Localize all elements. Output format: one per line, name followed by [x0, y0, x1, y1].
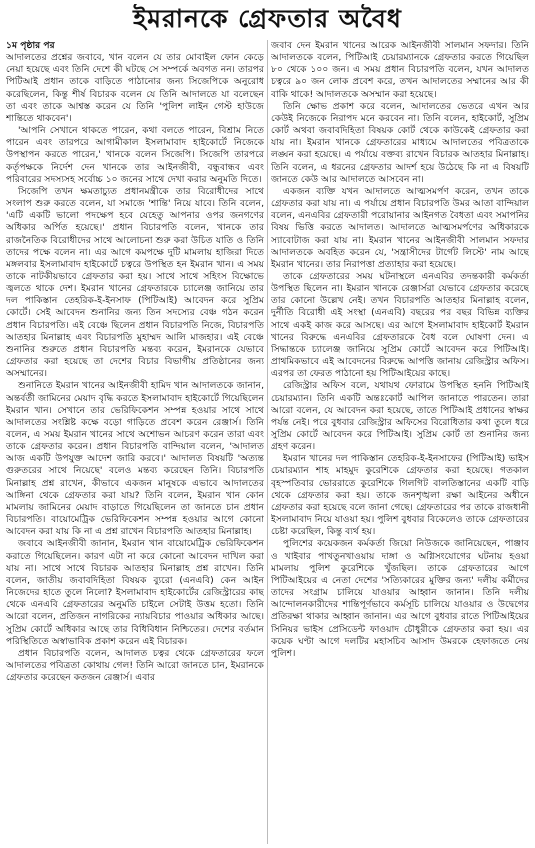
article-body [6, 40, 529, 844]
article-column-2 [271, 40, 529, 844]
paragraph: ইমরান খানের দল পাকিস্তান তেহরিক-ই-ইনসাফের (পিটিআই) ভাইস চেয়ারম্যান শাহ মাহমুদ কুরেশিকে গ্রেফতার করা হয়েছে। গতকাল বৃহস্পতিবার ভোররাতে কুরেশিকে গিলগিট বালতিস্তানের একটি বাড়ি থেকে গ্রেফতার করা হয়। তাকে জনশৃঙ্খলা রক্ষা আইনের অধীনে গ্রেফতার করা হয়েছে বলে জানা গেছে। গ্রেফতারের পর তাকে রাজধানী ইসলামাবাদ নিয়ে যাওয়া হয়। পুলিশ বুধবার বিকেলেও তাকে গ্রেফতারের চেষ্টা করেছিল, কিন্তু ব্যর্থ হয়। [271, 453, 529, 538]
article-lead-paragraph [6, 40, 264, 125]
paragraph: জবাবে আইনজীবী জানান, ইমরান খান বায়োমেট্রিক ভেরিফিকেশন করাতে গিয়েছিলেন। কারণ এটা না করে কোনো আবেদন দাখিল করা যায় না। সাথে সাথে বিচারক আতহার মিনাল্লাহ প্রশ্ন রাখেন। তিনি বলেন, জাতীয় জবাবদিহিতা বিষয়ক ব্যুরো (এনএবি) কেন আইন নিজেদের হাতে তুলে নিলো? ইসলামাবাদ হাইকোর্টের রেজিস্ট্রারের কাছ থেকে এনএবি গ্রেফতারের অনুমতি চাইলে সেটাই উত্তম হতো। তিনি আরো বলেন, প্রতিজন নাগরিকের ন্যায়বিচার পাওয়ার অধিকার আছে। সুপ্রিম কোর্টে অধিকার আছে তার বিধিবিধান নিশ্চিতের। দেশের বর্তমান পরিস্থিতিতে অস্বাভাবিক প্রকাশ করেন এই বিচারক। [6, 538, 264, 647]
paragraph: জবাব দেন ইমরান খানের আরেক আইনজীবী সালমান সফদার। তিনি আদালতকে বলেন, পিটিআই চেয়ারম্যানকে গ্রেফতার করতে গিয়েছিল ৮০ থেকে ১০০ জন। এ সময় প্রধান বিচারপতি বলেন, যখন আদালত চত্বরে ৯০ জন লোক প্রবেশ করে, তখন আদালতের সম্মানের আর কী বাকি থাকে! আদালতকে অসম্মান করা হয়েছে। [271, 40, 529, 100]
paragraph: রেজিস্ট্রার অফিস বলে, যথাযথ ফোরামে উপস্থিত হননি পিটিআই চেয়ারম্যান। তিনি একটি অন্তঃকোর্ট আপিল জানাতে পারতেন। তারা আরো বলেন, যে আবেদন করা হয়েছে, তাতে পিটিআই প্রধানের স্বাক্ষর পর্যন্ত নেই। পরে বুধবার রেজিস্ট্রার অফিসের বিরোধিতার কথা তুলে ধরে সুপ্রিম কোর্টে আবেদন করে পিটিআই। সুপ্রিম কোর্ট তা শুনানির জন্য গ্রহণ করেন। [271, 380, 529, 453]
column-divider [267, 40, 268, 844]
paragraph: সিজেপি তখন ক্ষমতাচ্যুত প্রধানমন্ত্রীকে তার বিরোধীদের সাথে সংলাপ শুরু করতে বলেন, যা সমাজে 'শান্তি' নিয়ে যাবে। তিনি বলেন, 'এটি একটি ভালো পদক্ষেপ হবে যেহেতু আপনার ওপর জনগণের অধিকার অর্পিত হয়েছে।' প্রধান বিচারপতি বলেন, খানকে তার রাজনৈতিক বিরোধীদের সাথে আলোচনা শুরু করা উচিত যাতি ও তিনি তাদের পক্ষে বলেন না। এর আগে কমপক্ষে দুটি মামলায় হাজিরা দিতে মঙ্গলবার ইসলামাবাদ হাইকোর্টে চত্বরে উপস্থিত হন ইমরান খান। এ সময় তাকে নাটকীয়ভাবে গ্রেফতার করা হয়। সাথে সাথে সহিংস বিক্ষোভে জ্বলতে থাকে দেশ। ইমরান খানের গ্রেফতারকে চ্যালেঞ্জ জানিয়ে তার দল পাকিস্তান তেহরিক-ই-ইনসাফ (পিটিআই) আবেদন করে সুপ্রিম কোর্টে। সেই আবেদন শুনানির জন্য তিন সদস্যের বেঞ্চ গঠন করেন প্রধান বিচারপতি। এই বেঞ্চে ছিলেন প্রধান বিচারপতি নিজে, বিচারপতি আতহার মিনাল্লাহ এবং বিচারপতি মুহাম্মদ আলি মাজহার। এই বেঞ্চে শুনানির শুরুতে প্রধান বিচারপতি মন্তব্য করেন, ইমরানকে যেভাবে গ্রেফতার করা হয়েছে তা দেশের বিচার বিভাগীয় প্রতিষ্ঠানের জন্য অসম্মানের। [6, 185, 264, 380]
article-headline: ইমরানকে গ্রেফতার অবৈধ [133, 4, 402, 33]
lead-text: আদালতের প্রশ্নের জবাবে, খান বলেন যে তার মোবাইল ফোন কেড়ে নেয়া হয়েছে এবং তিনি দেশে কী ঘটছে সে সম্পর্কে অবগত নন। তারপর পিটিআই প্রধান তাকে বাড়িতে পাঠানোর জন্য সিজেপিকে অনুরোধ করেছিলেন, কিন্তু শীর্ষ বিচারক বলেন যে তিনি আদালতে যা বলেছেন তা এবং তাকে আশ্বস্ত করেন যে তিনি 'পুলিশ লাইন গেস্ট হাউজে শান্তিতে থাকবেন'। [6, 52, 264, 124]
paragraph: শুনানিতে ইমরান খানের আইনজীবী হামিদ খান আদালতকে জানান, অন্তর্বর্তী জামিনের মেয়াদ বৃদ্ধি করতে ইসলামাবাদ হাইকোর্টে গিয়েছিলেন ইমরান খান। সেখানে তার ভেরিফিকেশন সম্পন্ন হওয়ার সাথে সাথে আদালতের সংশ্লিষ্ট কক্ষে বড়ো গাড়িতে প্রবেশ করেন রেঞ্জার্স। তিনি বলেন, এ সময় ইমরান খানের সাথে অশোভন আচরণ করেন তারা এবং তাকে গ্রেফতার করেন। প্রধান বিচারপতি বান্দিয়াল বলেন, 'আদালত আজ একটি উপযুক্ত আদেশ জারি করবে।' আদালত বিষয়টি 'অত্যন্ত গুরুতরের সাথে নিয়েছে' বলেও মন্তব্য করেছেন তিনি। বিচারপতি মিনাল্লাহ প্রশ্ন রাখেন, কীভাবে একজন মানুষকে এভাবে আদালতের আঙ্গিনা থেকে গ্রেফতার করা যায়? তিনি বলেন, ইমরান খান কোন মামলায় জামিনের মেয়াদ বাড়াতে গিয়েছিলেন তা জানতে চান প্রধান বিচারপতি। বায়োমেট্রিক ভেরিফিকেশন সম্পন্ন হওয়ার আগে কোনো আবেদন করা যায় কি না এ প্রশ্ন রাখেন বিচারপতি আতহার মিনাল্লাহ। [6, 380, 264, 538]
continued-label: ১ম পৃষ্ঠার পর [6, 40, 55, 51]
paragraph: প্রধান বিচারপতি বলেন, আদালত চত্বর থেকে গ্রেফতারের ফলে আদালতের পবিত্রতা কোথায় গেল! তিনি আরো জানতে চান, ইমরানকে গ্রেফতার করেছেন কতজন রেঞ্জার্স। এবার [6, 647, 264, 684]
paragraph: পুলিশের কয়েকজন কর্মকর্তা জিয়ো নিউজকে জানিয়েছেন, পাঞ্জাব ও খাইবার পাখতুনখাওয়ায় দাঙ্গা ও অগ্নিসংযোগের ঘটনায় হওয়া মামলায় পুলিশ কুরেশিকে খুঁজছিল। তাকে গ্রেফতারের আগে পিটিআইয়ের এ নেতা দেশের 'সত্যিকারের মুক্তির জন্য' দলীয় কর্মীদের তাদের সংগ্রাম চালিয়ে যাওয়ার আহ্বান জানান। তিনি দলীয় আন্দোলনকারীদের শান্তিপূর্ণভাবে কর্মসূচি চালিয়ে যাওয়ার ও উদ্বেগের প্রতিরক্ষা থাকার আহ্বান জানান। এর আগে বুধবার রাতে পিটিআইয়ের সিনিয়র ভাইস প্রেসিডেন্ট ফাওয়াদ চৌধুরীকে গ্রেফতার করা হয়। এর কয়েক ঘণ্টা আগে দলটির মহাসচিব আসাদ উমরকে হেফাজতে নেয় পুলিশ। [271, 538, 529, 659]
paragraph: তাকে গ্রেফতারের সময় ঘটনাস্থলে এনএবির তদন্তকারী কর্মকর্তা উপস্থিত ছিলেন না। ইমরান খানকে রেঞ্জার্সরা যেভাবে গ্রেফতার করেছে তার কোনো উল্লেখ নেই। তখন বিচারপতি আতহার মিনাল্লাহ বলেন, দুর্নীতি বিরোধী এই সংস্থা (এনএবি) বছরের পর বছর বিভিন্ন ব্যক্তির সাথে একই কাজ করে আসছে। এর আগে ইসলামাবাদ হাইকোর্ট ইমরান খানের বিরুদ্ধে এনএবির গ্রেফতারকে বৈধ বলে ঘোষণা দেন। এ সিদ্ধান্তকে চ্যালেঞ্জ জানিয়ে সুপ্রিম কোর্টে আবেদন করে পিটিআই। প্রাথমিকভাবে এই আবেদনের বিরুদ্ধে আপত্তি জানায় রেজিস্ট্রার অফিস। এরপর তা ফেরত পাঠানো হয় পিটিআইয়ের কাছে। [271, 270, 529, 380]
paragraph: একজন ব্যক্তি যখন আদালতে আত্মসমর্পণ করেন, তখন তাকে গ্রেফতার করা যায় না। এ পর্যায়ে প্রধান বিচারপতি উমর আতা বান্দিয়াল বলেন, এনএবির গ্রেফতারী পরোয়ানার আইনগত বৈধতা এবং সমাপনির বিষয় ভিত্তি করতে আদালত। আদালতে আত্মসমর্পণের অধিকারকে স্যাবোটাজ করা যায় না। ইমরান খানের আইনজীবী সালমান সফদার আদালতকে অবহিত করেন যে, 'সন্ত্রাসীদের টার্গেট লিস্টে' নাম আছে ইমরান খানের। তার নিরাপত্তা প্রত্যাহার করা হয়েছে। [271, 185, 529, 270]
paragraph: 'আপনি সেখানে থাকতে পারেন, কথা বলতে পারেন, বিশ্রাম নিতে পারেন এবং তারপরে আগামীকাল ইসলামাবাদ হাইকোর্টে নিজেকে উপস্থাপন করতে পারেন,' খানকে বলেন সিজেপি। সিজেপি তারপরে কর্তৃপক্ষকে নির্দেশ দেন খানকে তার আইনজীবী, বন্ধুবান্ধব এবং পরিবারের সদস্যসহ সর্বোচ্চ ১০ জনের সাথে দেখা করার অনুমতি দিতে। [6, 125, 264, 185]
paragraph: তিনি ক্ষোভ প্রকাশ করে বলেন, আদালতের ভেতরে এখন আর কেউই নিজেকে নিরাপদ মনে করবেন না। তিনি বলেন, হাইকোর্ট, সুপ্রিম কোর্ট অথবা জবাবদিহিতা বিষয়ক কোর্ট থেকে কাউকেই গ্রেফতার করা যায় না। ইমরান খানকে গ্রেফতারের মাধ্যমে আদালতের পবিত্রতাকে লঙ্ঘন করা হয়েছে। এ পর্যায়ে বক্তব্য রাখেন বিচারক আতহার মিনাল্লাহ। তিনি বলেন, এ ধরনের গ্রেফতার আদর্শ হয়ে উঠেছে কি না এ বিষয়টি জানতে কেউ আর আদালতে আসবেন না। [271, 100, 529, 185]
article-column-1 [6, 40, 264, 844]
